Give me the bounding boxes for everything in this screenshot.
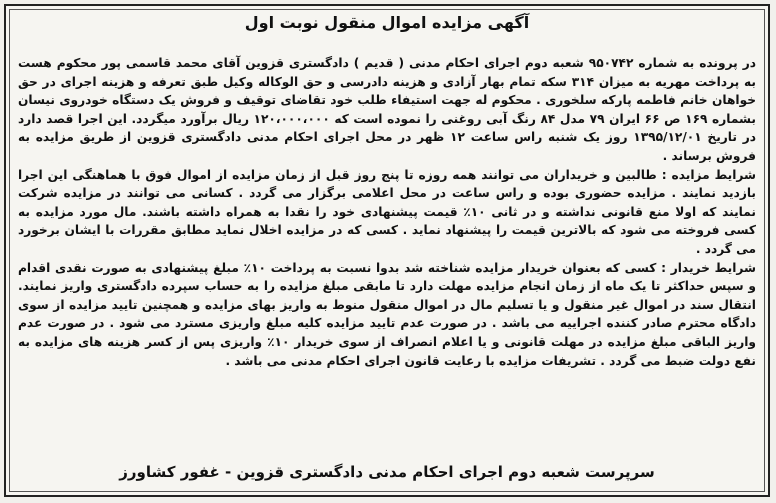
notice-signature: سرپرست شعبه دوم اجرای احکام مدنی دادگستری قزوین - غفور کشاورز <box>119 463 655 481</box>
notice-body <box>18 54 756 370</box>
notice-title: آگهی مزایده اموال منقول نوبت اول <box>244 13 530 32</box>
case-paragraph: در پرونده به شماره ۹۵۰۷۴۲ شعبه دوم اجرای احکام مدنی ( قدیم ) دادگستری قزوین آقای محمد قاسمی پور محکوم هست به پرداخت مهریه به میزان ۳۱۴ سکه تمام بهار آزادی و هزینه دادرسی و حق الوکاله وکیل طبق تعرفه و هزینه اجرای در حق خواهان خانم فاطمه پارکه سلخوری . محکوم له جهت استیفاء طلب خود تقاضای توقیف و فروش یک دستگاه خودروی نیسان بشماره ۱۶۹ ص ۶۶ ایران ۷۹ مدل ۸۴ رنگ آبی روغنی را نموده است که ۱۲۰،۰۰۰،۰۰۰ ریال برآورد میگردد. این اجرا قصد دارد در تاریخ ۱۳۹۵/۱۲/۰۱ روز یک شنبه راس ساعت ۱۲ ظهر در محل اجرای احکام مدنی دادگستری قزوین از طریق مزایده به فروش برساند . <box>18 56 757 163</box>
auction-conditions-paragraph: شرایط مزایده : طالبین و خریداران می توانند همه روزه تا پنج روز قبل از زمان مزایده از اموال فوق با هماهنگی این اجرا بازدید نمایند . مزایده حضوری بوده و راس ساعت در محل اعلامی برگزار می گردد . کسانی می توانند در مزایده شرکت نمایند که اولا منع قانونی نداشته و در ثانی ۱۰٪ قیمت پیشنهادی خود را نقدا به همراه داشته باشند. مال مورد مزایده به کسی فروخته می شود که بالاترین قیمت را پیشنهاد نماید . کسی که در مزایده اخلال نماید مطابق مقررات با ایشان برخورد می گردد . <box>18 167 756 256</box>
buyer-conditions-paragraph: شرایط خریدار : کسی که بعنوان خریدار مزایده شناخته شد بدوا نسبت به پرداخت ۱۰٪ مبلغ پیشنهادی به صورت نقدی اقدام و سپس حداکثر تا یک ماه از زمان انجام مزایده مهلت دارد تا مابقی مبلغ مزایده را به حساب سپرده دادگستری واریز نمایند. انتقال سند در اموال غیر منقول و یا تسلیم مال در اموال منقول منوط به واریز بهای مزایده و همچنین تایید مزایده از سوی دادگاه محترم صادر کننده اجراییه می باشد . در صورت عدم تایید مزایده کلیه مبلغ واریزی مسترد می شود . در صورت عدم واریز الباقی مبلغ مزایده در مهلت قانونی و یا اعلام انصراف از سوی خریدار ۱۰٪ واریزی پس از کسر هزینه های مزایده به نفع دولت ضبط می گردد . تشریفات مزایده با رعایت قانون اجرای احکام مدنی می باشد . <box>18 260 756 368</box>
notice-frame <box>4 4 770 497</box>
